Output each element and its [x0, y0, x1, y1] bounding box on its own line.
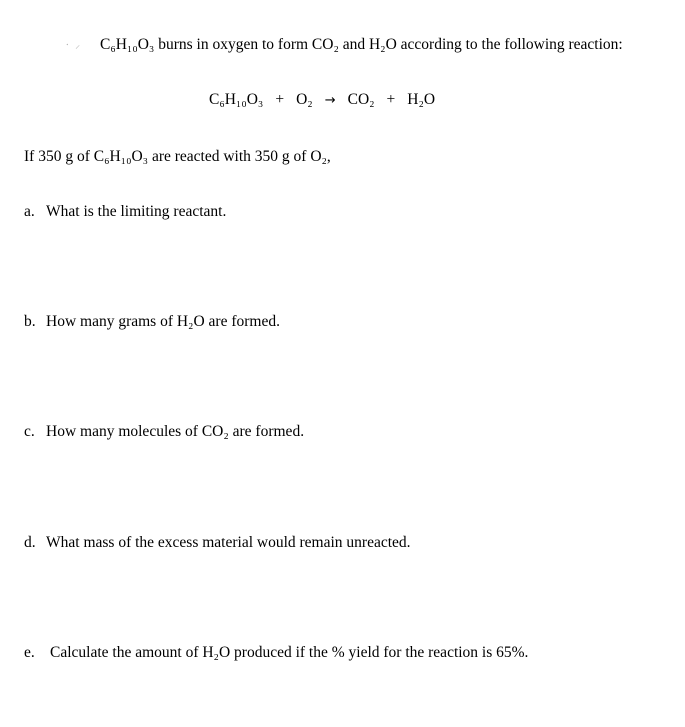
question-text: How many grams of H₂O are formed.: [46, 313, 280, 330]
question-text: What mass of the excess material would remain unreacted.: [46, 534, 411, 551]
question-letter: c.: [24, 423, 35, 440]
equation-reactant-1: C₆H₁₀O₃: [209, 91, 264, 108]
chemical-equation: [209, 90, 435, 111]
question-letter: b.: [24, 313, 36, 330]
question-text: Calculate the amount of H₂O produced if the % yield for the reaction is 65%.: [50, 644, 529, 661]
reaction-arrow-icon: →: [324, 93, 336, 108]
question-text: How many molecules of CO₂ are formed.: [46, 423, 305, 440]
question-d: [24, 533, 411, 553]
question-e: [24, 643, 528, 663]
question-text: What is the limiting reactant.: [46, 203, 227, 220]
equation-plus-1: +: [275, 91, 285, 108]
equation-product-2: H₂O: [407, 91, 436, 108]
given-quantities: [24, 147, 331, 167]
question-c: [24, 422, 304, 442]
equation-product-1: CO₂: [347, 91, 375, 108]
given-text: If 350 g of C₆H₁₀O₃ are reacted with 350 g of O₂,: [24, 148, 331, 165]
question-letter: a.: [24, 203, 35, 220]
intro-text: C₆H₁₀O₃ burns in oxygen to form CO₂ and H₂O according to the following reaction:: [100, 36, 623, 53]
equation-reactant-2: O₂: [296, 91, 313, 108]
problem-intro: [100, 35, 623, 55]
faint-scan-mark: ⸱ ⸝: [66, 40, 83, 51]
question-a: [24, 202, 226, 222]
equation-plus-2: +: [386, 91, 396, 108]
question-b: [24, 312, 280, 332]
question-letter: e.: [24, 644, 35, 661]
question-letter: d.: [24, 534, 36, 551]
